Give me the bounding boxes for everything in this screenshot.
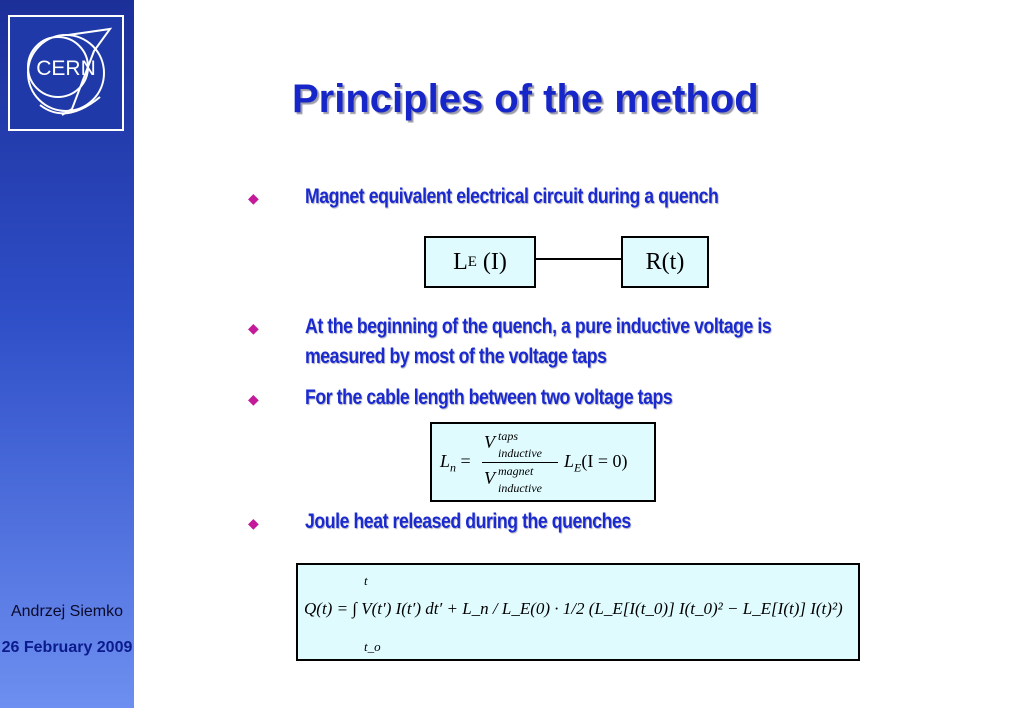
bullet-diamond-icon: ◆ bbox=[248, 190, 259, 206]
bullet-2-text: At the beginning of the quench, a pure inductive voltage is measured by most of the voltage taps bbox=[305, 315, 772, 368]
eq1-num-symbol: V bbox=[484, 432, 495, 452]
inductor-subscript: E bbox=[467, 253, 477, 270]
bullet-4-text: Joule heat released during the quenches bbox=[305, 510, 631, 533]
sidebar bbox=[0, 0, 134, 708]
eq1-rhs bbox=[564, 451, 628, 476]
bullet-3-text: For the cable length between two voltage taps bbox=[305, 386, 673, 409]
circuit-wire bbox=[536, 258, 622, 260]
eq1-denominator bbox=[484, 468, 495, 489]
inductor-arg: (I) bbox=[476, 248, 507, 275]
resistor-box bbox=[621, 236, 709, 288]
inductor-label: L bbox=[453, 248, 468, 275]
eq1-fraction-bar bbox=[482, 462, 558, 463]
presentation-date: 26 February 2009 bbox=[1, 639, 133, 656]
slide-title: Principles of the method bbox=[292, 77, 759, 121]
eq1-num-sup: taps bbox=[498, 429, 519, 443]
eq2-int-upper: t bbox=[364, 573, 368, 588]
eq1-num-sub: inductive bbox=[498, 446, 542, 460]
equation-joule-box bbox=[296, 563, 860, 661]
eq1-numerator bbox=[484, 432, 495, 453]
eq1-lhs-symbol: L bbox=[440, 451, 451, 471]
bullet-diamond-icon: ◆ bbox=[248, 515, 259, 531]
resistor-label: R(t) bbox=[645, 248, 685, 275]
bullet-1-text: Magnet equivalent electrical circuit during a quench bbox=[305, 185, 719, 208]
equation-ln-box bbox=[430, 422, 656, 502]
cern-logo-text: CERN bbox=[36, 57, 96, 80]
eq1-den-symbol: V bbox=[484, 468, 495, 488]
eq1-den-sub: inductive bbox=[498, 481, 542, 495]
eq2-formula: Q(t) = ∫ V(t′) I(t′) dt′ + L_n / L_E(0) · 1/2 (L_E[I(t_0)] I(t_0)² − L_E[I(t)] I(t)²) bbox=[304, 599, 843, 618]
author-name: Andrzej Siemko bbox=[10, 603, 124, 620]
bullet-diamond-icon: ◆ bbox=[248, 320, 259, 336]
eq1-lhs: $L_n$ = bbox=[440, 451, 471, 475]
eq1-rhs-symbol: L bbox=[564, 451, 575, 471]
eq1-rhs-subscript: E bbox=[574, 460, 582, 475]
eq1-den-sup: magnet bbox=[498, 464, 534, 478]
eq2-int-lower: t_o bbox=[364, 639, 381, 654]
eq1-rhs-arg: (I = 0) bbox=[581, 451, 628, 471]
eq1-lhs-subscript: n bbox=[450, 460, 457, 475]
bullet-diamond-icon: ◆ bbox=[248, 391, 259, 407]
cern-logo bbox=[8, 15, 124, 131]
inductor-box bbox=[424, 236, 536, 288]
